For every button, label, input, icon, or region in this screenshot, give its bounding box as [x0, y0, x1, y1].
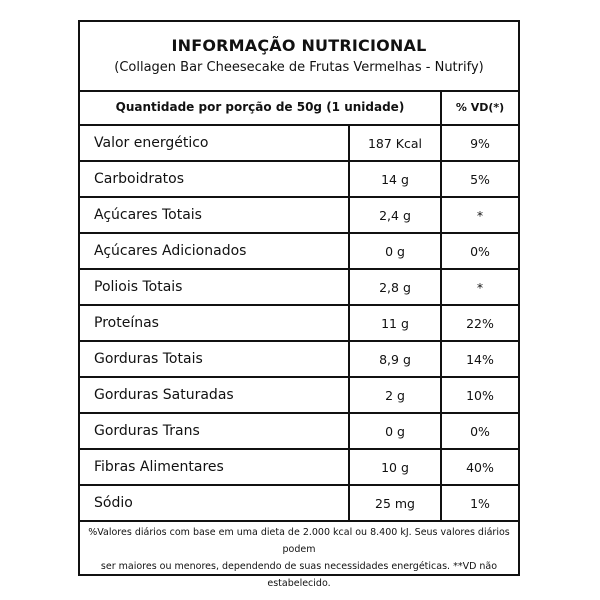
nutrient-daily-value: 0% [440, 414, 518, 448]
nutrient-amount: 14 g [348, 162, 440, 196]
serving-size-label: Quantidade por porção de 50g (1 unidade) [115, 100, 405, 114]
nutrient-amount: 2,8 g [348, 270, 440, 304]
nutrient-name: Gorduras Trans [94, 423, 200, 439]
nutrient-name: Gorduras Saturadas [94, 387, 234, 403]
nutrient-name: Fibras Alimentares [94, 459, 224, 475]
nutrient-amount: 187 Kcal [348, 126, 440, 160]
nutrient-amount: 11 g [348, 306, 440, 340]
nutrient-name: Proteínas [94, 315, 159, 331]
nutrient-amount: 8,9 g [348, 342, 440, 376]
nutrient-name: Valor energético [94, 135, 209, 151]
nutrient-daily-value: 10% [440, 378, 518, 412]
table-row [80, 414, 518, 450]
nutrient-amount: 2 g [348, 378, 440, 412]
nutrient-amount: 25 mg [348, 486, 440, 520]
nutrient-name: Carboidratos [94, 171, 185, 187]
table-row [80, 378, 518, 414]
table-row [80, 234, 518, 270]
table-row [80, 198, 518, 234]
table-row [80, 342, 518, 378]
nutrient-name: Poliois Totais [94, 279, 183, 295]
panel-title: INFORMAÇÃO NUTRICIONAL [171, 36, 427, 55]
footnote [80, 514, 518, 589]
table-row [80, 270, 518, 306]
table-header-row [80, 90, 518, 126]
table-row [80, 126, 518, 162]
footnote-line-1: %Valores diários com base em uma dieta de 2.000 kcal ou 8.400 kJ. Seus valores diários podem [88, 527, 510, 555]
nutrient-daily-value: 40% [440, 450, 518, 484]
nutrient-daily-value: * [440, 198, 518, 232]
nutrient-daily-value: 1% [440, 486, 518, 520]
nutrient-name: Gorduras Totais [94, 351, 203, 367]
table-row [80, 450, 518, 486]
nutrient-daily-value: 9% [440, 126, 518, 160]
nutrient-daily-value: 0% [440, 234, 518, 268]
table-row [80, 306, 518, 342]
nutrient-amount: 2,4 g [348, 198, 440, 232]
nutrient-amount: 10 g [348, 450, 440, 484]
table-row [80, 162, 518, 198]
product-subtitle: (Collagen Bar Cheesecake de Frutas Vermelhas - Nutrify) [114, 60, 484, 75]
nutrient-amount: 0 g [348, 234, 440, 268]
nutrient-name: Açúcares Adicionados [94, 243, 247, 259]
nutrient-name: Açúcares Totais [94, 207, 202, 223]
nutrient-daily-value: 22% [440, 306, 518, 340]
footnote-line-2: ser maiores ou menores, dependendo de suas necessidades energéticas. **VD não estabelecido. [100, 561, 498, 589]
nutrient-daily-value: 5% [440, 162, 518, 196]
daily-value-header: % VD(*) [440, 90, 518, 124]
panel-header [80, 22, 518, 92]
nutrient-daily-value: * [440, 270, 518, 304]
nutrient-name: Sódio [94, 495, 133, 511]
nutrient-daily-value: 14% [440, 342, 518, 376]
nutrition-facts-panel [78, 20, 520, 589]
nutrient-amount: 0 g [348, 414, 440, 448]
